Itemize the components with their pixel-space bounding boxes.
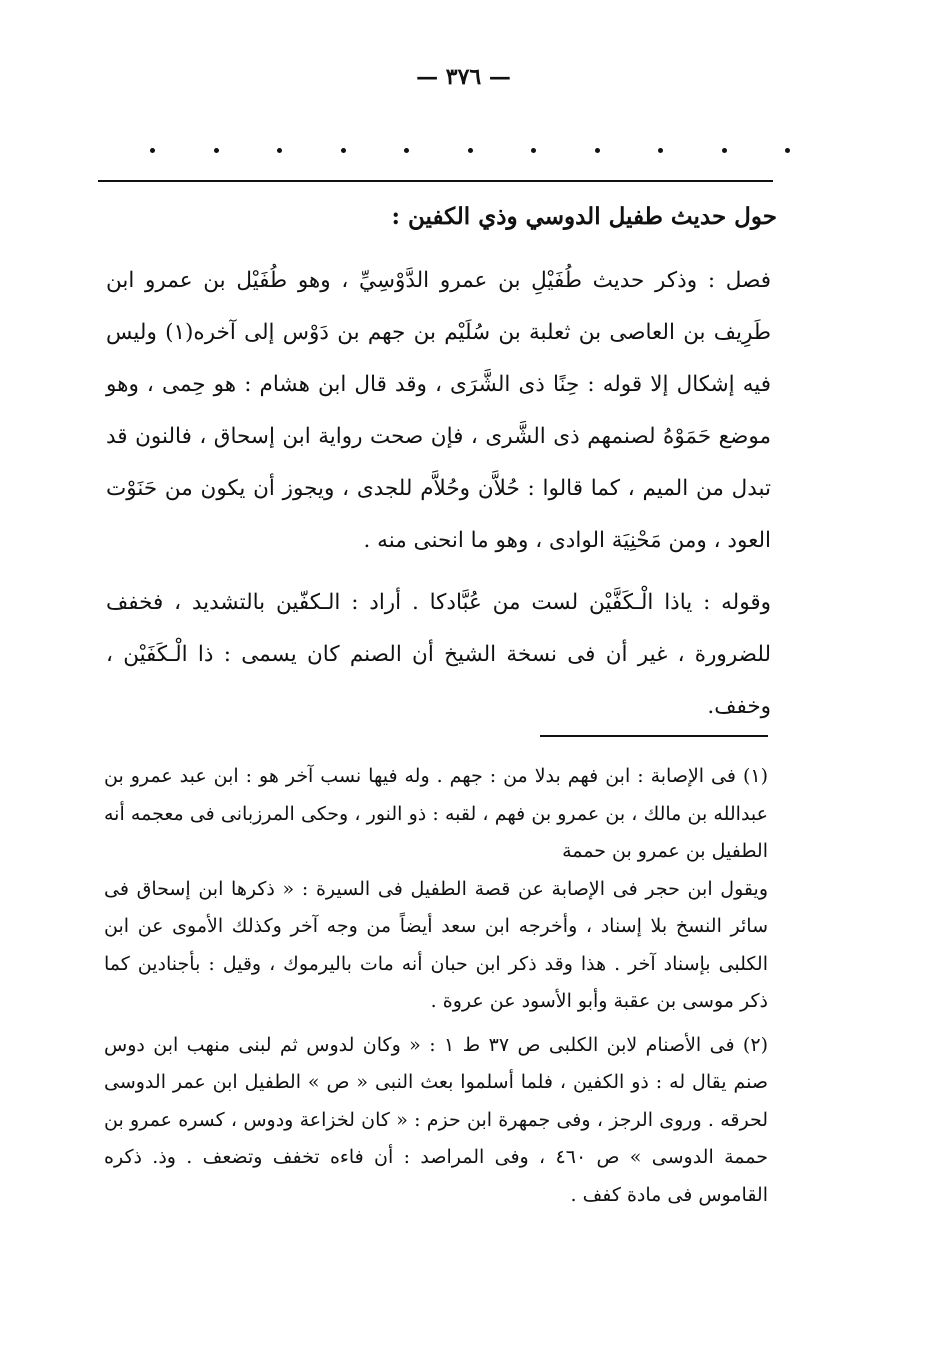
ornament-dot bbox=[468, 148, 473, 153]
footnote-paragraph: (١) فى الإصابة : ابن فهم بدلا من : جهم . وله فيها نسب آخر هو : ابن عبد عمرو بن عبدالله بن مالك ، بن عمرو بن فهم ، لقبه : ذو النور ، وحكى المرزبانى فى معجمه أنه الطفيل بن عمرو بن حممة bbox=[104, 765, 768, 862]
footnotes bbox=[104, 758, 768, 1214]
ornament-dot bbox=[214, 148, 219, 153]
header-rule bbox=[98, 180, 773, 182]
footnote-paragraph: (٢) فى الأصنام لابن الكلبى ص ٣٧ ط ١ : « وكان لدوس ثم لبنى منهب ابن دوس صنم يقال له : ذو الكفين ، فلما أسلموا بعث النبى « ص » الطفيل ابن عمر الدوسى لحرقه . وروى الرجز ، وفى جمهرة ابن حزم : « كان لخزاعة ودوس ، كسره عمرو بن حممة الدوسى » ص ٤٦٠ ، وفى المراصد : أن فاءه تخفف وتضعف . وذ. ذكره القاموس فى مادة كفف . bbox=[104, 1033, 768, 1206]
body-paragraph: وقوله : ياذا الْـكَفَّيْن لست من عُبَّادكا . أراد : الـكفّين بالتشديد ، فخفف للضرورة ، غير أن فى نسخة الشيخ أن الصنم كان يسمى : ذا الْـكَفَيْن ، وخفف. bbox=[106, 590, 771, 719]
footnote-rule bbox=[540, 735, 768, 737]
ornament-dot bbox=[595, 148, 600, 153]
ornament-dot bbox=[658, 148, 663, 153]
ornament-dot bbox=[277, 148, 282, 153]
ornament-dot bbox=[341, 148, 346, 153]
footnote-paragraph: ويقول ابن حجر فى الإصابة عن قصة الطفيل فى السيرة : « ذكرها ابن إسحاق فى سائر النسخ بلا إسناد ، وأخرجه ابن سعد أيضاً من وجه آخر وكذلك الأموى عن ابن الكلبى بإسناد آخر . هذا وقد ذكر ابن حبان أنه مات باليرموك ، وقيل : بأجنادين كما ذكر موسى بن عقبة وأبو الأسود عن عروة . bbox=[104, 877, 768, 1012]
ornament-dot bbox=[531, 148, 536, 153]
section-heading: حول حديث طفيل الدوسي وذي الكفين : bbox=[391, 203, 777, 230]
main-text bbox=[106, 255, 771, 733]
ornament-dot bbox=[785, 148, 790, 153]
page-number: — ٣٧٦ — bbox=[416, 64, 511, 90]
ornament-dots bbox=[150, 148, 790, 153]
ornament-dot bbox=[150, 148, 155, 153]
ornament-dot bbox=[404, 148, 409, 153]
ornament-dot bbox=[722, 148, 727, 153]
body-paragraph: فصل : وذكر حديث طُفَيْلِ بن عمرو الدَّوْسِيِّ ، وهو طُفَيْل بن عمرو ابن طَرِيف بن العاصى بن ثعلبة بن سُلَيْم بن جهم بن دَوْس إلى آخره(١) وليس فيه إشكال إلا قوله : حِنًا ذى الشَّرَى ، وقد قال ابن هشام : هو حِمى ، وهو موضع حَمَوْهُ لصنمهم ذى الشَّرى ، فإن صحت رواية ابن إسحاق ، فالنون قد تبدل من الميم ، كما قالوا : حُلاَّن وحُلاَّم للجدى ، ويجوز أن يكون من حَنَوْت العود ، ومن مَحْنِيَة الوادى ، وهو ما انحنى منه . bbox=[106, 268, 772, 553]
